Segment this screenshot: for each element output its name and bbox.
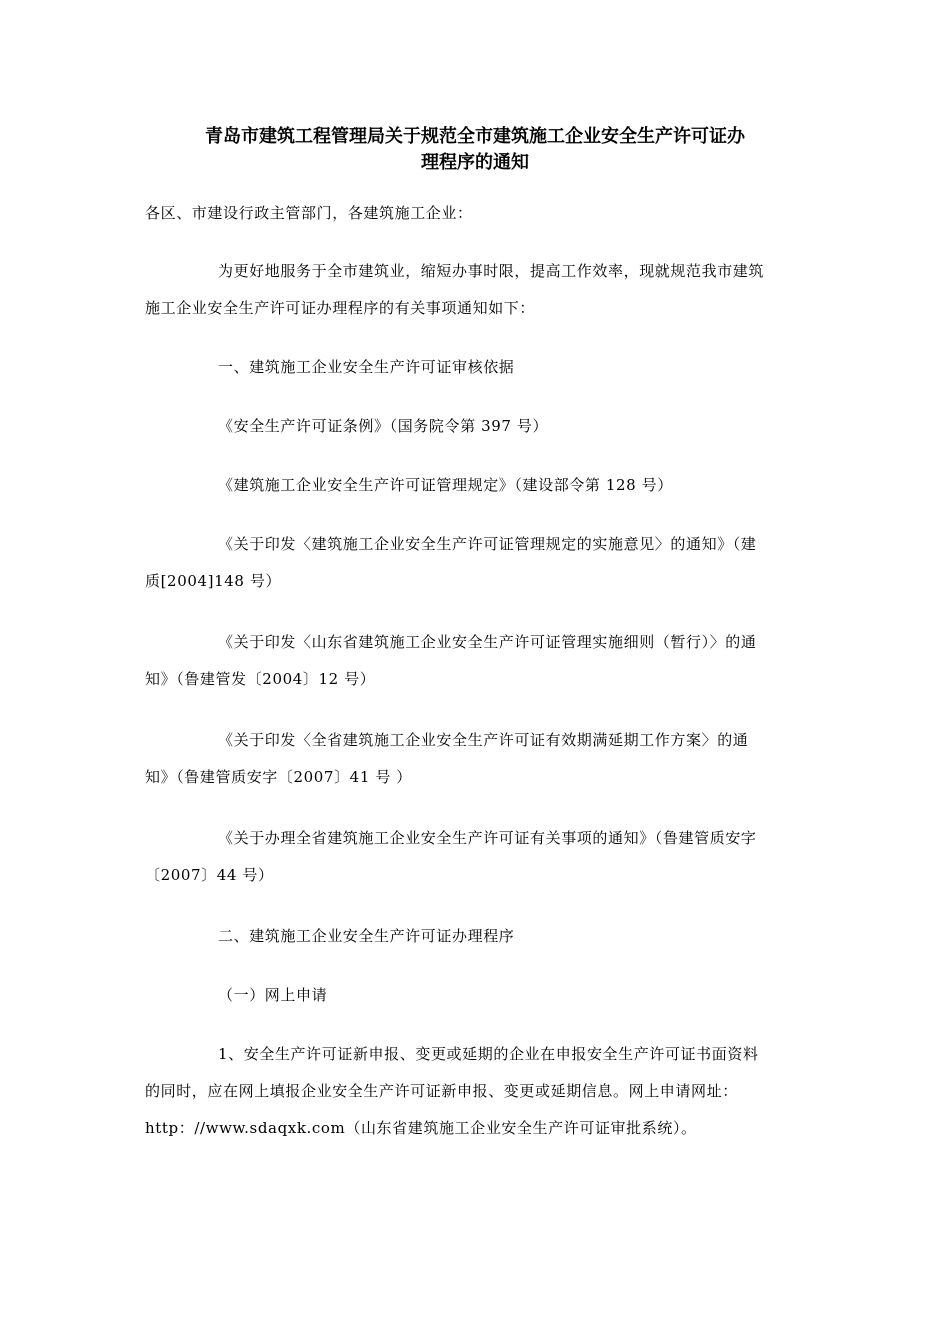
basis-item	[145, 722, 810, 796]
item1-line: 的同时，应在网上填报企业安全生产许可证新申报、变更或延期信息。网上申请网址：	[145, 1082, 738, 1100]
section1-heading-text: 一、建筑施工企业安全生产许可证审核依据	[218, 358, 515, 376]
intro-line: 施工企业安全生产许可证办理程序的有关事项通知如下：	[145, 299, 536, 317]
section1-heading	[145, 349, 810, 386]
basis-line: 知》（鲁建管发〔2004〕12 号）	[145, 670, 376, 688]
document-title	[140, 124, 810, 176]
item1-line: 1、安全生产许可证新申报、变更或延期的企业在申报安全生产许可证书面资料	[218, 1045, 759, 1063]
basis-item	[145, 820, 810, 894]
section2-heading-text: 二、建筑施工企业安全生产许可证办理程序	[218, 927, 515, 945]
basis-line: 〔2007〕44 号）	[145, 866, 274, 884]
title-line: 理程序的通知	[421, 152, 529, 173]
title-line: 青岛市建筑工程管理局关于规范全市建筑施工企业安全生产许可证办	[205, 126, 745, 147]
basis-line: 质[2004]148 号）	[145, 572, 282, 590]
basis-line: 《建筑施工企业安全生产许可证管理规定》（建设部令第 128 号）	[218, 476, 673, 494]
basis-line: 《关于印发〈建筑施工企业安全生产许可证管理规定的实施意见〉的通知》（建	[218, 535, 757, 553]
basis-item	[145, 408, 810, 445]
section2-heading	[145, 918, 810, 955]
subsection1-heading	[145, 977, 810, 1014]
basis-line: 知》（鲁建管质安字〔2007〕41 号 ）	[145, 768, 412, 786]
basis-line: 《关于印发〈山东省建筑施工企业安全生产许可证管理实施细则（暂行）〉的通	[218, 633, 757, 651]
basis-item	[145, 624, 810, 698]
basis-line: 《安全生产许可证条例》（国务院令第 397 号）	[218, 417, 549, 435]
basis-item	[145, 467, 810, 504]
basis-line: 《关于办理全省建筑施工企业安全生产许可证有关事项的通知》（鲁建管质安字	[218, 829, 757, 847]
salutation	[145, 195, 810, 232]
subsection1-heading-text: （一）网上申请	[218, 986, 328, 1004]
salutation-text: 各区、市建设行政主管部门，各建筑施工企业：	[145, 204, 473, 222]
item1-line: http：//www.sdaqxk.com（山东省建筑施工企业安全生产许可证审批系统）。	[145, 1119, 697, 1137]
intro-paragraph	[145, 253, 810, 327]
basis-item	[145, 526, 810, 600]
item1-paragraph	[145, 1036, 810, 1147]
basis-line: 《关于印发〈全省建筑施工企业安全生产许可证有效期满延期工作方案〉的通	[218, 731, 749, 749]
intro-line: 为更好地服务于全市建筑业，缩短办事时限，提高工作效率，现就规范我市建筑	[218, 262, 765, 280]
